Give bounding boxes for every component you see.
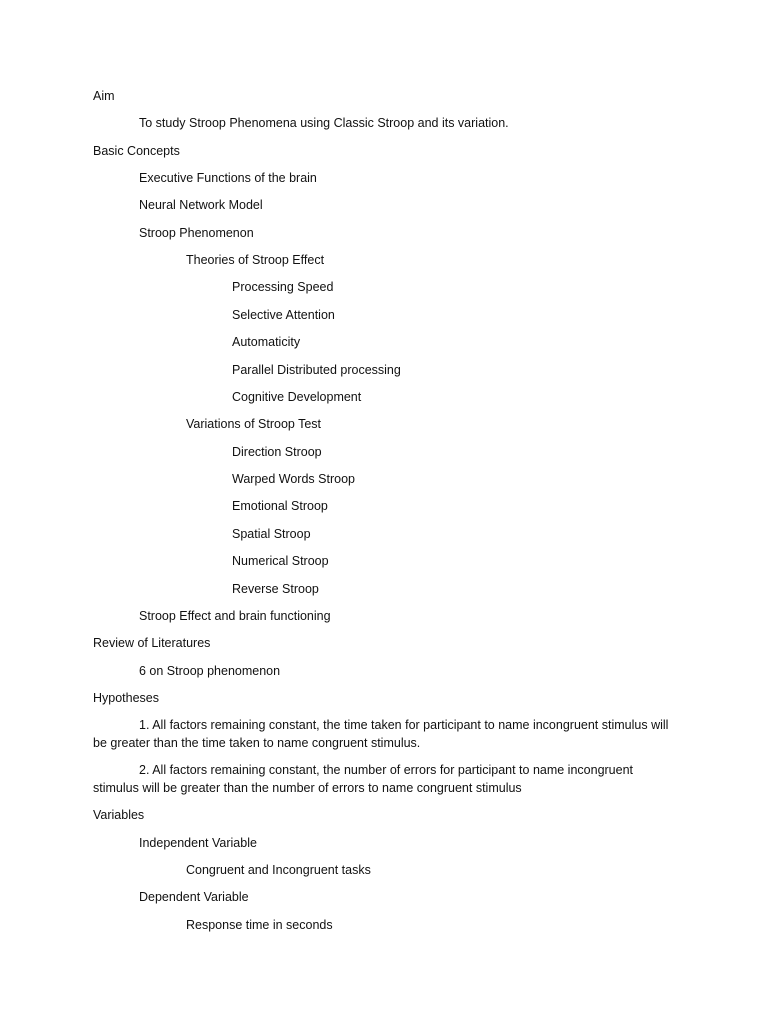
aim-heading: Aim	[93, 89, 115, 103]
hypothesis-paragraph: 1. All factors remaining constant, the time taken for participant to name incongruent stimulus will be greater than the time taken to name congruent stimulus.	[93, 718, 669, 750]
review-text: 6 on Stroop phenomenon	[139, 664, 281, 678]
concept-neural-network-model: Neural Network Model	[139, 198, 263, 212]
hypotheses-heading: Hypotheses	[93, 691, 160, 705]
independent-variable-heading: Independent Variable	[139, 836, 257, 850]
variation-item: Direction Stroop	[232, 445, 322, 459]
dependent-variable-heading: Dependent Variable	[139, 890, 249, 904]
variation-item: Emotional Stroop	[232, 499, 328, 513]
hypothesis-paragraph: 2. All factors remaining constant, the number of errors for participant to name incongruent stimulus will be greater than the number of errors to name congruent stimulus	[93, 763, 634, 795]
independent-variable-text: Congruent and Incongruent tasks	[186, 863, 371, 877]
theory-item: Selective Attention	[232, 308, 335, 322]
theory-item: Cognitive Development	[232, 390, 362, 404]
theories-heading: Theories of Stroop Effect	[186, 253, 325, 267]
variables-heading: Variables	[93, 808, 145, 822]
concept-stroop-phenomenon: Stroop Phenomenon	[139, 226, 254, 240]
theory-item: Automaticity	[232, 335, 301, 349]
variation-item: Spatial Stroop	[232, 527, 311, 541]
theory-item: Processing Speed	[232, 280, 334, 294]
variation-item: Reverse Stroop	[232, 582, 319, 596]
variation-item: Warped Words Stroop	[232, 472, 355, 486]
variation-item: Numerical Stroop	[232, 554, 329, 568]
review-heading: Review of Literatures	[93, 636, 211, 650]
aim-text: To study Stroop Phenomena using Classic Stroop and its variation.	[139, 116, 509, 130]
concept-brain-functioning: Stroop Effect and brain functioning	[139, 609, 331, 623]
theory-item: Parallel Distributed processing	[232, 363, 401, 377]
variations-heading: Variations of Stroop Test	[186, 417, 322, 431]
concept-executive-functions: Executive Functions of the brain	[139, 171, 317, 185]
dependent-variable-text: Response time in seconds	[186, 918, 333, 932]
basic-concepts-heading: Basic Concepts	[93, 144, 180, 158]
